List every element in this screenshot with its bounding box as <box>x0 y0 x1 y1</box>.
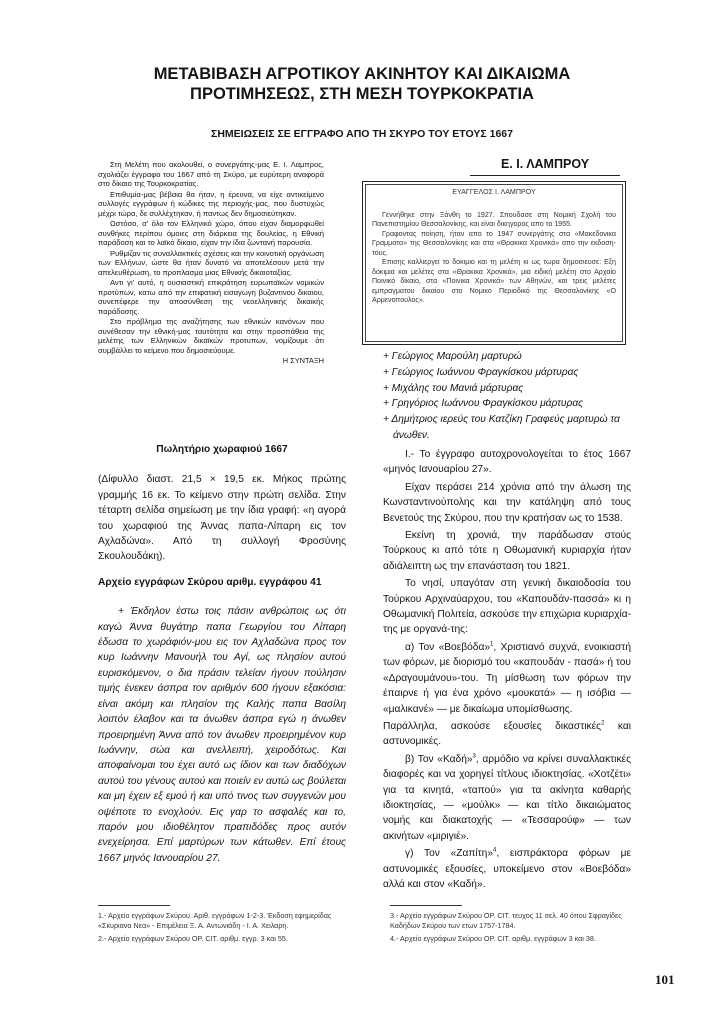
body-paragraph: Εκείνη τη χρονιά, την παράδωσαν στούς Τούρκους κι από τότε η Οθωμανική κυριαρχία ήταν αδιάλειπτη ως την επανάσταση του 1821. <box>383 530 631 572</box>
text-run: , Χριστιανό συχνά, ενοικιαστή των φόρων, με διορισμό του «καπουδάν - πασά» ή του «Δραγουμάνου»-του. Τη μίσθωση των φόρων την έπαιρνε ή για ένα χρόνο «μουκατά» — η ισόβια — «μαλικανέ» — με δικαίωμα υπομίσθωσης. <box>383 641 631 715</box>
body-paragraph: Είχαν περάσει 214 χρόνια από την άλωση της Κωνσταντινούπολης και την κατάληψη από τους Βενετούς της Σκύρου, που την κρατήσαν ως το 1538. <box>383 481 631 524</box>
witness-list <box>383 349 631 444</box>
witness-line: + Γεώργιος Μαρούλη μαρτυρώ <box>383 351 522 362</box>
footnote: 2.- Αρχείο εγγράφων Σκύρου OP. CIT. αριθμ. εγγρ. 3 και 55. <box>98 934 288 943</box>
witness-line: + Μιχάλης του Μανιά μάρτυρας <box>383 382 524 394</box>
author-underline <box>470 175 620 176</box>
footnote: 4.- Αρχείο εγγράφων Σκύρου OP. CIT. αριθμ. εγγράφων 3 και 38. <box>390 934 596 943</box>
text-run: γ) Τον «Ζαπίτη» <box>405 848 494 860</box>
footnotes-left <box>98 911 334 948</box>
footnote-rule <box>98 905 170 906</box>
document-description: (Δίφυλλο διαστ. 21,5 × 19,5 εκ. Μήκος πρώτης γραμμής 16 εκ. Το κείμενο στην πρώτη σελίδα. Στην τέταρτη σελίδα σημείωση με την ίδια γραφή: «η αγορά του χωραφιού της Άννας παπα-Λίπαρη εις τον Αχλαδώνα». Από τη συλλογή Φροσύνης Σκουλουδάκη). <box>98 474 346 563</box>
bio-paragraph: Γεννήθηκε στην Ξάνθη το 1927. Σπουδασε στη Νομική Σχολή του Πανεπιστημίου Θεσσαλονίκης, και είναι δικηγορος απο το 1955. <box>372 210 616 228</box>
intro-paragraph: Στο πρόβλημα της αναζήτησης των εθνικών κανόνων που συνέθεσαν την εθνική-μας ταυτότητα και στην προσπάθεια της μελέτης των Ελληνικών δικαϊκών προτυπων, νομίζουμε ότι συμβάλλει το κείμενο που δημοσιεύουμε. <box>98 317 324 355</box>
text-run: , αρμόδιο να κρίνει συναλλακτικές διαφορές και να χορηγεί τίτλους ιδιοκτησίας. «Χοτζέτι» για τα κινητά, «ταπού» για τα ακίνητα καθαρής ιδιοκτησίας, — «μούλκ» — και τίτλο δικαιώματος νομής και διακατοχής — «Τεσσαρούφ» — των ακινήτων «μιριγιέ». <box>383 753 631 842</box>
body-paragraph <box>383 846 631 892</box>
body-paragraph: Το νησί, υπαγόταν στη γενική δικαιοδοσία του Τούρκου Αρχιναύαρχου, του «Καπουδάν-πασσά» κι η Οθωμανική Πολιτεία, ασκούσε την επιχώρια κυριαρχία-της με οργανά-της: <box>383 578 631 636</box>
author-bio-inner <box>365 184 623 342</box>
editorial-intro <box>98 160 324 366</box>
footnote: 1.- Αρχείο εγγράφων Σκύρου. Αριθ. εγγράφων 1-2-3. Έκδοση εφημερίδας «Σκυριανα Νεα» - Επιμέλεια Ξ. Α. Αντωνιάδη - Ι. Α. Χειλαρη. <box>98 911 332 930</box>
footnotes-right <box>390 911 626 948</box>
intro-paragraph: Στη Μελέτη που ακολουθεί, ο συνεργάτης-μας Ε. Ι. Λαμπρος, σχολιάζει έγγραφο του 1667 από τη Σκύρο, με ευρύτερη αναφορά στο δίκαιο της Τουρκοκρατίας. <box>98 160 324 188</box>
text-run: β) Τον «Καδή» <box>405 753 473 765</box>
witness-line: + Δημήτριος ιερεύς του Κατζίκη Γραφεύς μαρτυρώ τα άνωθεν. <box>383 414 620 441</box>
intro-paragraph: Ωστόσο, σ' όλο τον Ελληνικό χώρο, όπου είχαν διαμορφωθεί συνθήκες περίπου όμοιες στη διάρκεια της δουλείας, η Εθνική παράδοση και το λαϊκό δίκαιο, είχαν την ίδια ζωντανή παρουσία. <box>98 219 324 247</box>
title-line-1: ΜΕΤΑΒΙΒΑΣΗ ΑΓΡΟΤΙΚΟΥ ΑΚΙΝΗΤΟΥ ΚΑΙ ΔΙΚΑΙΩΜΑ <box>153 65 571 83</box>
intro-paragraph: Ρυθμίζαν τις συναλλακτικές σχέσεις και την κοινοτική οργάνωση των Ελλήνων, ώστε θα ήταν δυνατό να αποτελέσουν μετά την απελευθέρωση, το προπλασμα μιας Εθνικής δικαιοταξίας. <box>98 248 324 277</box>
bio-paragraph: Επισης καλλιεργεί το δοκιμιο και τη μελέτη κι ως τωρα δημοσιευσε: Εξη δοκιμια και μελέτες στα «Θρακικα Χρονικά», μια ειδική μελέτη στο Αρχαίο Ποινικό δίκαιο, στα «Ποινικα Χρονικά» των Αθηνών, και τρεις μελέτες εμπραγματου δικαίου στο Νομικο Περιοδικό της Θεσσαλονίκης «Ο Αρμενοπουλος». <box>372 258 616 304</box>
footnote-ref: 3 <box>472 753 476 760</box>
bio-name: ΕΥΑΓΓΕΛΟΣ Ι. ΛΑΜΠΡΟΥ <box>452 188 536 196</box>
editorial-signature: Η ΣΥΝΤΑΞΗ <box>282 356 324 365</box>
body-paragraph: Ι.- Το έγγραφο αυτοχρονολογείται το έτος 1667 «μηνός Ιανουαρίου 27». <box>383 449 631 476</box>
title-line-2: ΠΡΟΤΙΜΗΣΕΩΣ, ΣΤΗ ΜΕΣΗ ΤΟΥΡΚΟΚΡΑΤΙΑ <box>190 85 534 103</box>
text-run: Παράλληλα, ασκούσε εξουσίες δικαστικές <box>383 720 602 732</box>
intro-paragraph: Επιθυμία-μας βέβαια θα ήταν, η έρευνα, να είχε αντικείμενο συλλογές εγγράφων ή κώδικες της περιοχής-μας, που δυστυχώς μέχρι τώρα, δε συλλέχτηκαν, ή παντως δεν δημοσιεύτηκαν. <box>98 189 324 218</box>
intro-paragraph: Αντι γι' αυτό, η ουσιαστική επικράτηση ευρωπαϊκών νομικών προτύπων, κατω από την επιφατική εισαγωγη βυζαντινου δικαιου, συνεπέφερε την αποσύνθεση της νεοελληνικής δικαικής παράδοσης. <box>98 278 324 316</box>
document-heading: Πωλητήριο χωραφιού 1667 <box>156 444 288 455</box>
left-column <box>98 442 346 866</box>
footnote: 3.- Αρχείο εγγράφων Σκύρου OP. CIT. τευχος 11 σελ. 40 όπου Σφραγίδες Καδήδων Σκύρου των ετων 1757-1784. <box>390 911 622 930</box>
witness-line: + Γρηγόριος Ιωάννου Φραγκίσκου μάρτυρας <box>383 398 584 410</box>
text-run: και αστυνομικές. <box>383 720 631 748</box>
footnote-ref: 2 <box>601 720 605 727</box>
body-paragraph <box>383 752 631 844</box>
page-subtitle: ΣΗΜΕΙΩΣΕΙΣ ΣΕ ΕΓΓΡΑΦΟ ΑΠΟ ΤΗ ΣΚΥΡΟ ΤΟΥ ΕΤΟΥΣ 1667 <box>211 128 513 140</box>
page-number: 101 <box>655 972 675 987</box>
footnote-ref: 1 <box>490 641 494 648</box>
witness-line: + Γεώργιος Ιωάννου Φραγκίσκου μάρτυρας <box>383 366 579 378</box>
author-bio-box <box>362 181 626 345</box>
page-title <box>100 64 624 104</box>
body-paragraph <box>383 640 631 717</box>
right-column <box>383 447 631 894</box>
archive-heading: Αρχείο εγγράφων Σκύρου αριθμ. εγγράφου 41 <box>98 576 322 588</box>
footnote-ref: 4 <box>493 847 497 854</box>
document-transcription <box>98 604 346 866</box>
body-paragraph <box>383 719 631 750</box>
author-name: Ε. Ι. ΛΑΜΠΡΟΥ <box>500 157 590 171</box>
bio-paragraph: Γραφοντας ποίηση, ήταν απο το 1947 συνεργάτης στα «Μακεδονικα Γραμματα» της Θεσσαλονίκης και στα «Θρακικα Χρονικά» απο την εκδοση-τους. <box>372 229 616 257</box>
transcription-text: + Έκδηλον έστω τοις πάσιν ανθρώποις ως ότι καγώ Άννα θυγάτηρ παπα Γεωργίου του Λίπαρη έδωσα το χωράφιόν-μου εις τον Αχλαδώνα προς τον κυρ Ιωάννην Μανουήλ του Αγί, ως πλησίον αυτού ευρισκόμενον, ο δια πράσιν τελείαν ήγουν πούλησιν τιμής ένεκεν άσπρα τον αριθμόν 600 ήγουν εξακόσια: είναι ακόμη και πλησίον της Καλής παπα Βασίλη λοιπόν έλαβον και τα άνωθεν άσπρα εγώ η άνωθεν προειρημένη Άννα από τον άνωθεν προειρημένον κυρ Ιωάννην, σώα και ανελλειπή, χειροδότως. Και αποφαίνομαι του έχει αυτό ως ίδιον και των διαδόχων αυτού του γένους αυτού και ποιείν εν αυτώ ως βούλεται και μη έχειν εξ εμού ή και υπό τινος των συγγενών μου οψέποτε το ενοχλούν. Εις γαρ το ασφαλές και το, παρόν μου ιδιοθέλητον πραπιδόδες προς αυτόν ενεχείρησα. Επί μαρτύρων των κάτωθεν. Επί έτους 1667 μηνός Ιανουαρίου 27. <box>98 606 346 864</box>
footnote-rule <box>390 905 462 906</box>
text-run: α) Τον «Βοεβόδα» <box>405 641 490 653</box>
text-run: , εισπράκτορα φόρων με αστυνομικές εξουσίες, υποκείμενο στον «Βοεβόδα» αλλά και στον «Καδή». <box>383 848 631 890</box>
